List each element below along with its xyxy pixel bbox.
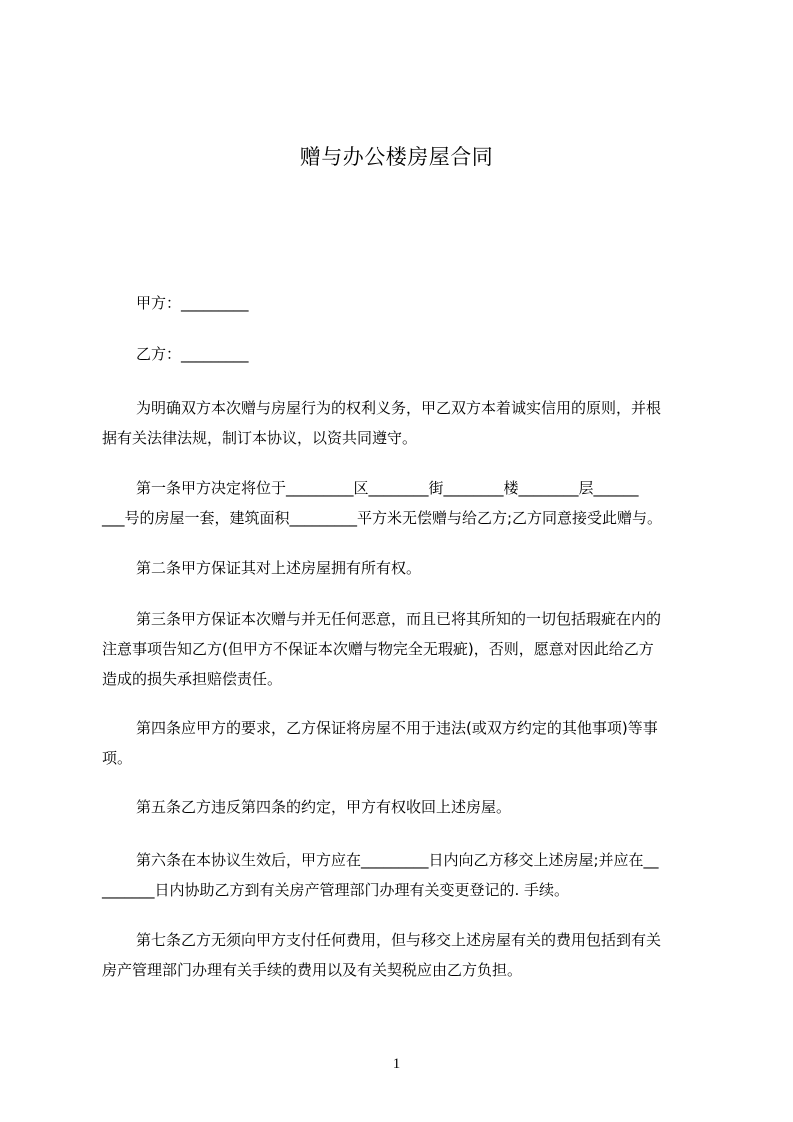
page-number: 1	[392, 1056, 401, 1072]
article-6-line-1: 第六条在本协议生效后，甲方应在_________日内向乙方移交上述房屋;并应在__	[136, 851, 659, 869]
preamble-paragraph	[102, 393, 700, 453]
preamble-line-1: 为明确双方本次赠与房屋行为的权利义务，甲乙双方本着诚实信用的原则，并根	[136, 399, 662, 417]
article-1-line-2: ___号的房屋一套，建筑面积_________平方米无偿赠与给乙方;乙方同意接受此赠与。	[102, 509, 663, 527]
article-7-line-1: 第七条乙方无须向甲方支付任何费用，但与移交上述房屋有关的费用包括到有关	[136, 931, 662, 949]
article-3-line-1: 第三条甲方保证本次赠与并无任何恶意，而且已将其所知的一切包括瑕疵在内的	[136, 610, 662, 628]
article-6-line-2: _______日内协助乙方到有关房产管理部门办理有关变更登记的. 手续。	[102, 881, 570, 899]
article-3-paragraph	[102, 604, 700, 694]
article-4-line-2: 项。	[102, 749, 133, 767]
preamble-line-2: 据有关法律法规，制订本协议，以资共同遵守。	[102, 429, 418, 447]
article-3-line-2: 注意事项告知乙方(但甲方不保证本次赠与物完全无瑕疵)，否则，愿意对因此给乙方	[102, 640, 654, 658]
article-6-paragraph	[102, 845, 700, 905]
article-4-paragraph	[102, 713, 700, 773]
article-5-line-1: 第五条乙方违反第四条的约定，甲方有权收回上述房屋。	[136, 798, 512, 816]
article-4-line-1: 第四条应甲方的要求，乙方保证将房屋不用于违法(或双方约定的其他事项)等事	[136, 719, 658, 737]
document-title: 赠与办公楼房屋合同	[299, 145, 494, 169]
article-7-line-2: 房产管理部门办理有关手续的费用以及有关契税应由乙方负担。	[102, 961, 523, 979]
article-2-line-1: 第二条甲方保证其对上述房屋拥有所有权。	[136, 559, 422, 577]
article-5-paragraph	[102, 792, 700, 822]
article-3-line-3: 造成的损失承担赔偿责任。	[102, 670, 283, 688]
party-a-line: 甲方：_________	[136, 294, 249, 312]
article-2-paragraph	[102, 553, 700, 583]
article-1-paragraph	[102, 473, 700, 533]
party-b-line: 乙方：_________	[136, 345, 249, 363]
article-1-line-1: 第一条甲方决定将位于_________区________街________楼________层______	[136, 479, 639, 497]
article-7-paragraph	[102, 925, 700, 985]
